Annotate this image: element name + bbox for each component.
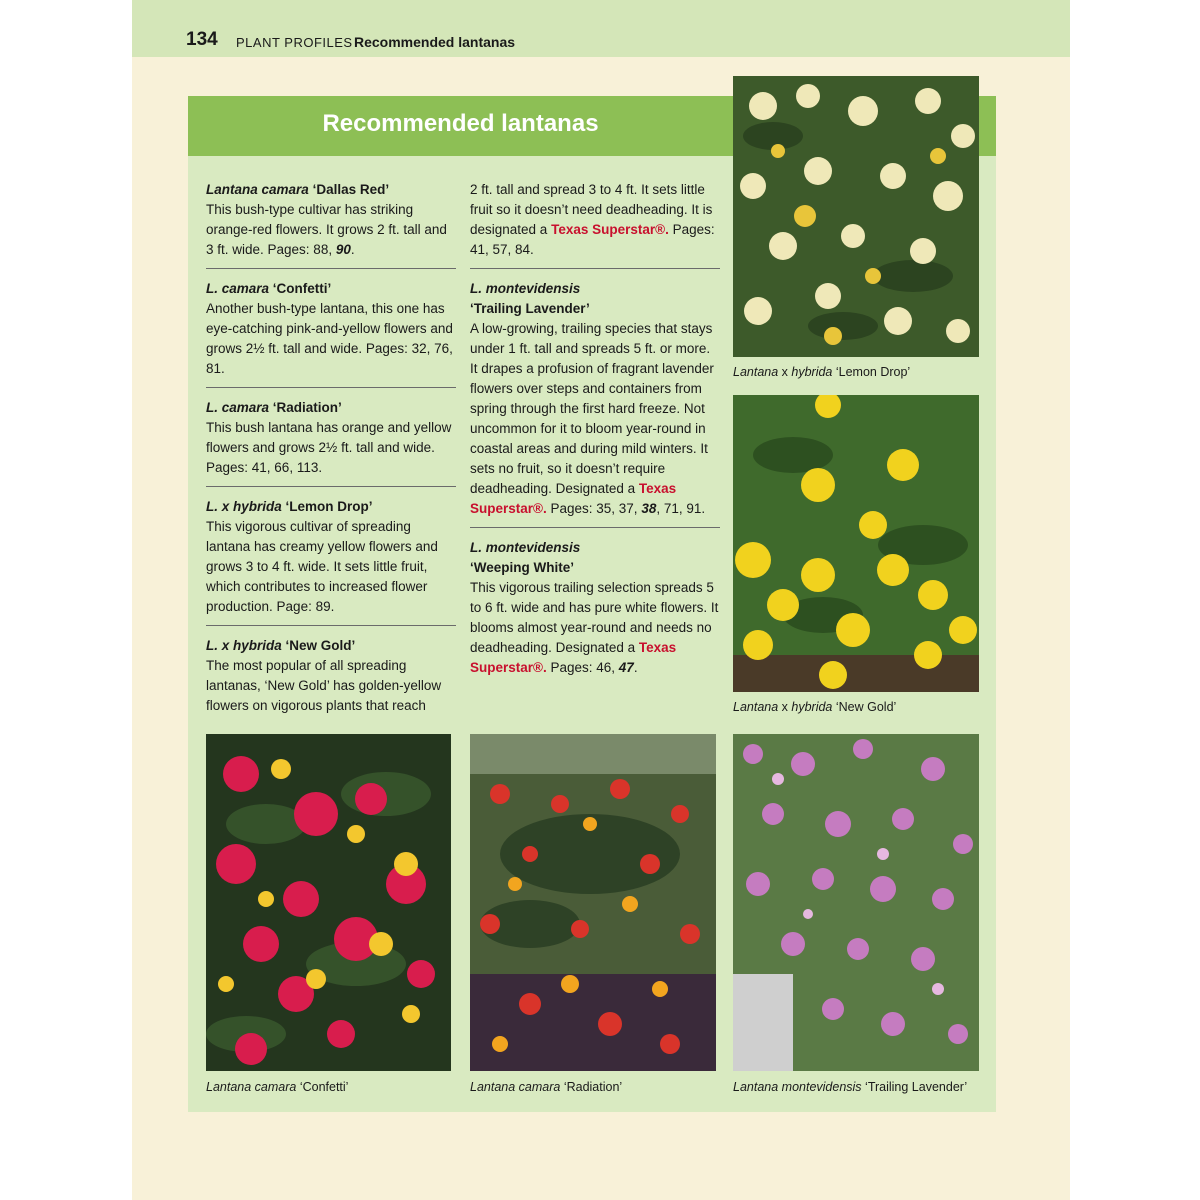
entry-name: L. montevidensis <box>470 281 581 296</box>
section-label: PLANT PROFILES <box>236 35 353 50</box>
entry-trailing-lavender: L. montevidensis ‘Trailing Lavender’ A low-growing, trailing species that stays under 1 ft. tall and spreads 5 ft. or more. It drapes a profusion of fragrant lavender flowers over steps and containers from spring through the first hard freeze. Not uncommon for it to bloom year-round in coastal areas and during mild winters. It sets no fruit, so it doesn’t require deadheading. Designated a Texas Superstar®. Pages: 35, 37, 38, 71, 91. <box>470 279 720 528</box>
entry-cultivar: ‘Weeping White’ <box>470 560 574 575</box>
entry-weeping-white: L. montevidensis ‘Weeping White’ This vigorous trailing selection spreads 5 to 6 ft. wide and has pure white flowers. It blooms almost year-round and needs no deadheading. Designated a Texas Superstar®. Pages: 46, 47. <box>470 540 719 675</box>
texas-superstar-mark: Texas Superstar®. <box>470 481 677 516</box>
photo-lemon-drop <box>733 76 979 357</box>
entry-page-bold: 90 <box>335 242 351 257</box>
entry-name: Lantana camara ‘Dallas Red’ <box>206 182 390 197</box>
entry-body: This vigorous trailing selection spreads 5 to 6 ft. wide and has pure white flowers. It blooms almost year-round and needs no deadheading. Designated a <box>470 580 719 655</box>
running-header <box>132 0 1070 57</box>
entry-name: L. x hybrida ‘Lemon Drop’ <box>206 499 373 514</box>
lemon-drop-flowers-image <box>733 76 979 357</box>
entry-name: L. montevidensis <box>470 540 581 555</box>
text-column-left <box>206 180 456 734</box>
caption-new-gold: Lantana x hybrida ‘New Gold’ <box>733 700 897 714</box>
entry-body: Another bush-type lantana, this one has eye-catching pink-and-yellow flowers and grows 2½ ft. tall and wide. Pages: 32, 76, 81. <box>206 301 453 376</box>
entry-confetti <box>206 279 456 388</box>
photo-confetti <box>206 734 451 1071</box>
radiation-flowers-image <box>470 734 716 1071</box>
entry-body: A low-growing, trailing species that stays under 1 ft. tall and spreads 5 ft. or more. It drapes a profusion of fragrant lavender flowers over steps and containers from spring through the first hard freeze. Not uncommon for it to bloom year-round in coastal areas and during mild winters. It sets no fruit, so it doesn’t require deadheading. Designated a <box>470 321 714 496</box>
texas-superstar-mark: Texas Superstar®. <box>470 640 677 675</box>
page-number: 134 <box>186 29 218 50</box>
caption-lemon-drop: Lantana x hybrida ‘Lemon Drop’ <box>733 365 911 379</box>
running-title: Recommended lantanas <box>354 34 516 50</box>
photo-radiation <box>470 734 716 1071</box>
entry-new-gold-continued: 2 ft. tall and spread 3 to 4 ft. It sets little fruit so it doesn’t need deadheading. It is designated a Texas Superstar®. Pages: 41, 57, 84. <box>470 180 720 269</box>
confetti-flowers-image <box>206 734 451 1071</box>
photo-trailing-lavender <box>733 734 979 1071</box>
entry-radiation <box>206 398 456 487</box>
entry-name: L. x hybrida ‘New Gold’ <box>206 638 356 653</box>
entry-name: L. camara ‘Radiation’ <box>206 400 342 415</box>
entry-body: The most popular of all spreading lantanas, ‘New Gold’ has golden-yellow flowers on vigorous plants that reach <box>206 658 442 713</box>
entry-body: This bush lantana has orange and yellow flowers and grows 2½ ft. tall and wide. Pages: 41, 66, 113. <box>206 420 452 475</box>
entry-page-bold: 47 <box>618 660 634 675</box>
entry-page-bold: 38 <box>641 501 657 516</box>
entry-body: This bush-type cultivar has striking orange-red flowers. It grows 2 ft. tall and 3 ft. wide. Pages: 88, <box>206 202 447 257</box>
entry-body: 2 ft. tall and spread 3 to 4 ft. It sets little fruit so it doesn’t need deadheading. It is designated a <box>470 182 713 237</box>
caption-trailing-lavender: Lantana montevidensis ‘Trailing Lavender’ <box>733 1080 968 1094</box>
caption-radiation: Lantana camara ‘Radiation’ <box>470 1080 623 1094</box>
new-gold-flowers-image <box>733 395 979 692</box>
photo-new-gold <box>733 395 979 692</box>
texas-superstar-mark: Texas Superstar®. <box>551 222 669 237</box>
entry-name: L. camara ‘Confetti’ <box>206 281 332 296</box>
entry-lemon-drop <box>206 497 456 626</box>
trailing-lavender-flowers-image <box>733 734 979 1071</box>
entry-new-gold <box>206 636 456 724</box>
panel-title: Recommended lantanas <box>322 110 599 137</box>
caption-confetti: Lantana camara ‘Confetti’ <box>206 1080 349 1094</box>
entry-cultivar: ‘Trailing Lavender’ <box>470 301 590 316</box>
text-column-right <box>470 180 720 696</box>
entry-body: This vigorous cultivar of spreading lantana has creamy yellow flowers and grows 3 to 4 ft. wide. It sets little fruit, which contributes to increased flower production. Page: 89. <box>206 519 438 614</box>
entry-dallas-red: Lantana camara ‘Dallas Red’ This bush-type cultivar has striking orange-red flowers. It grows 2 ft. tall and 3 ft. wide. Pages: 88, 90. <box>206 180 456 269</box>
